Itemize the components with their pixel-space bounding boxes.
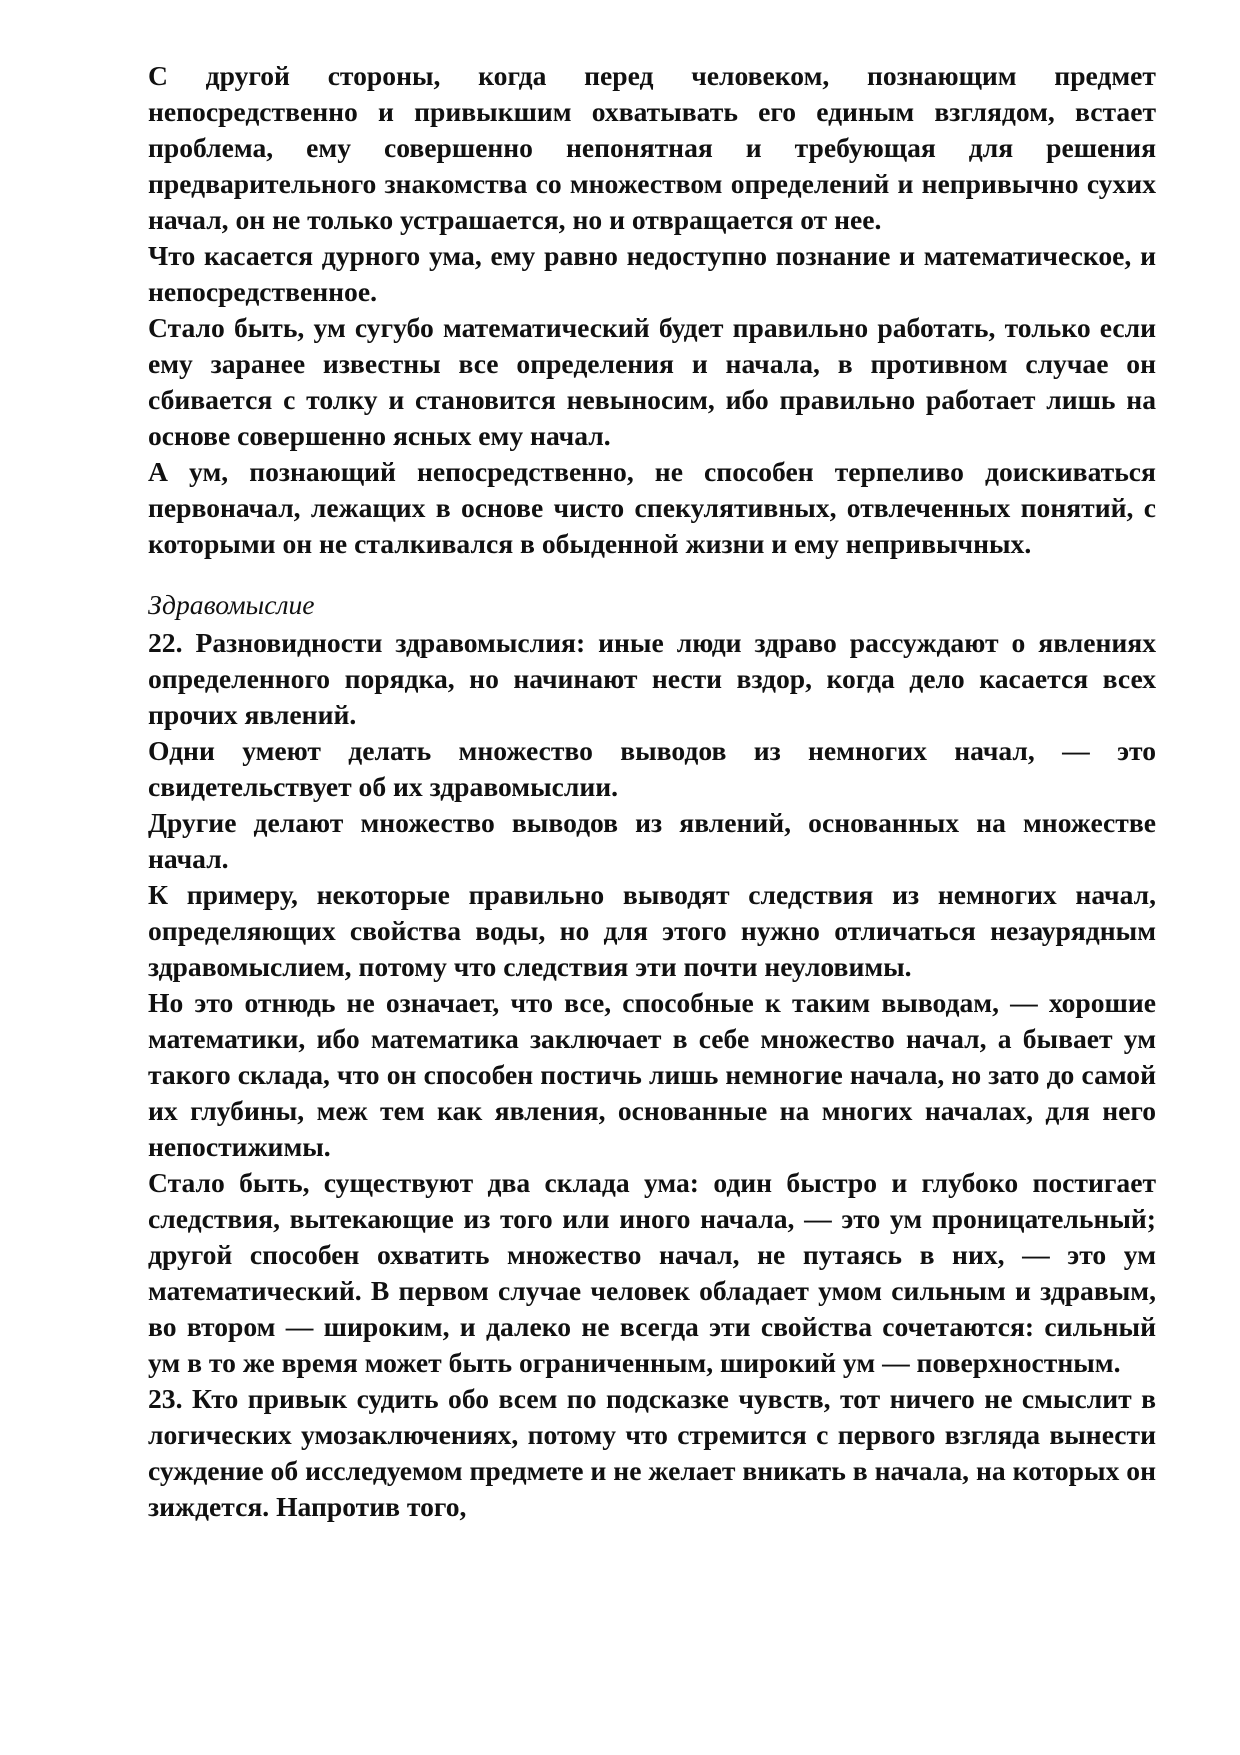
paragraph-few-principles: Одни умеют делать множество выводов из немногих начал, — это свидетельствует об их здравомыслии. [148,735,1156,802]
paragraph-mathematical-mind: Стало быть, ум сугубо математический будет правильно работать, только если ему заранее известны все определения и начала, в противном случае он сбивается с толку и становится невыносим, ибо правильно работает лишь на основе совершенно ясных ему начал. [148,312,1156,451]
paragraph-intuitive-mind: А ум, познающий непосредственно, не способен терпеливо доискиваться первоначал, лежащих в основе чисто спекулятивных, отвлеченных понятий, с которыми он не сталкивался в обыденной жизни и ему непривычных. [148,456,1156,559]
paragraph-two-minds: Стало быть, существуют два склада ума: один быстро и глубоко постигает следствия, вытекающие из того или иного начала, — это ум проницательный; другой способен охватить множество начал, не путаясь в них, — это ум математический. В первом случае человек обладает умом сильным и здравым, во втором — широким, и далеко не всегда эти свойства сочетаются: сильный ум в то же время может быть ограниченным, широкий ум — поверхностным. [148,1167,1156,1378]
paragraph-water-example: К примеру, некоторые правильно выводят следствия из немногих начал, определяющих свойства воды, но для этого нужно отличаться незаурядным здравомыслием, потому что следствия эти почти неуловимы. [148,879,1156,982]
paragraph-bad-mind: Что касается дурного ума, ему равно недоступно познание и математическое, и непосредственное. [148,240,1156,307]
paragraph-cognition-problem: С другой стороны, когда перед человеком, познающим предмет непосредственно и привыкшим охватывать его единым взглядом, встает проблема, ему совершенно непонятная и требующая для решения предварительного знакомства со множеством определений и непривычно сухих начал, он не только устрашается, но и отвращается от нее. [148,60,1156,235]
paragraph-22-varieties: 22. Разновидности здравомыслия: иные люди здраво рассуждают о явлениях определенного порядка, но начинают нести вздор, когда дело касается всех прочих явлений. [148,627,1156,730]
paragraph-many-principles: Другие делают множество выводов из явлений, основанных на множестве начал. [148,807,1156,874]
section-heading: Здравомыслие [148,589,315,620]
paragraph-mathematicians: Но это отнюдь не означает, что все, способные к таким выводам, — хорошие математики, ибо математика заключает в себе множество начал, а бывает ум такого склада, что он способен постичь лишь немногие начала, но зато до самой их глубины, меж тем как явления, основанные на многих началах, для него непостижимы. [148,987,1156,1162]
document-page [148,58,1156,1525]
paragraph-23-senses: 23. Кто привык судить обо всем по подсказке чувств, тот ничего не смыслит в логических умозаключениях, потому что стремится с первого взгляда вынести суждение об исследуемом предмете и не желает вникать в начала, на которых он зиждется. Напротив того, [148,1383,1156,1522]
